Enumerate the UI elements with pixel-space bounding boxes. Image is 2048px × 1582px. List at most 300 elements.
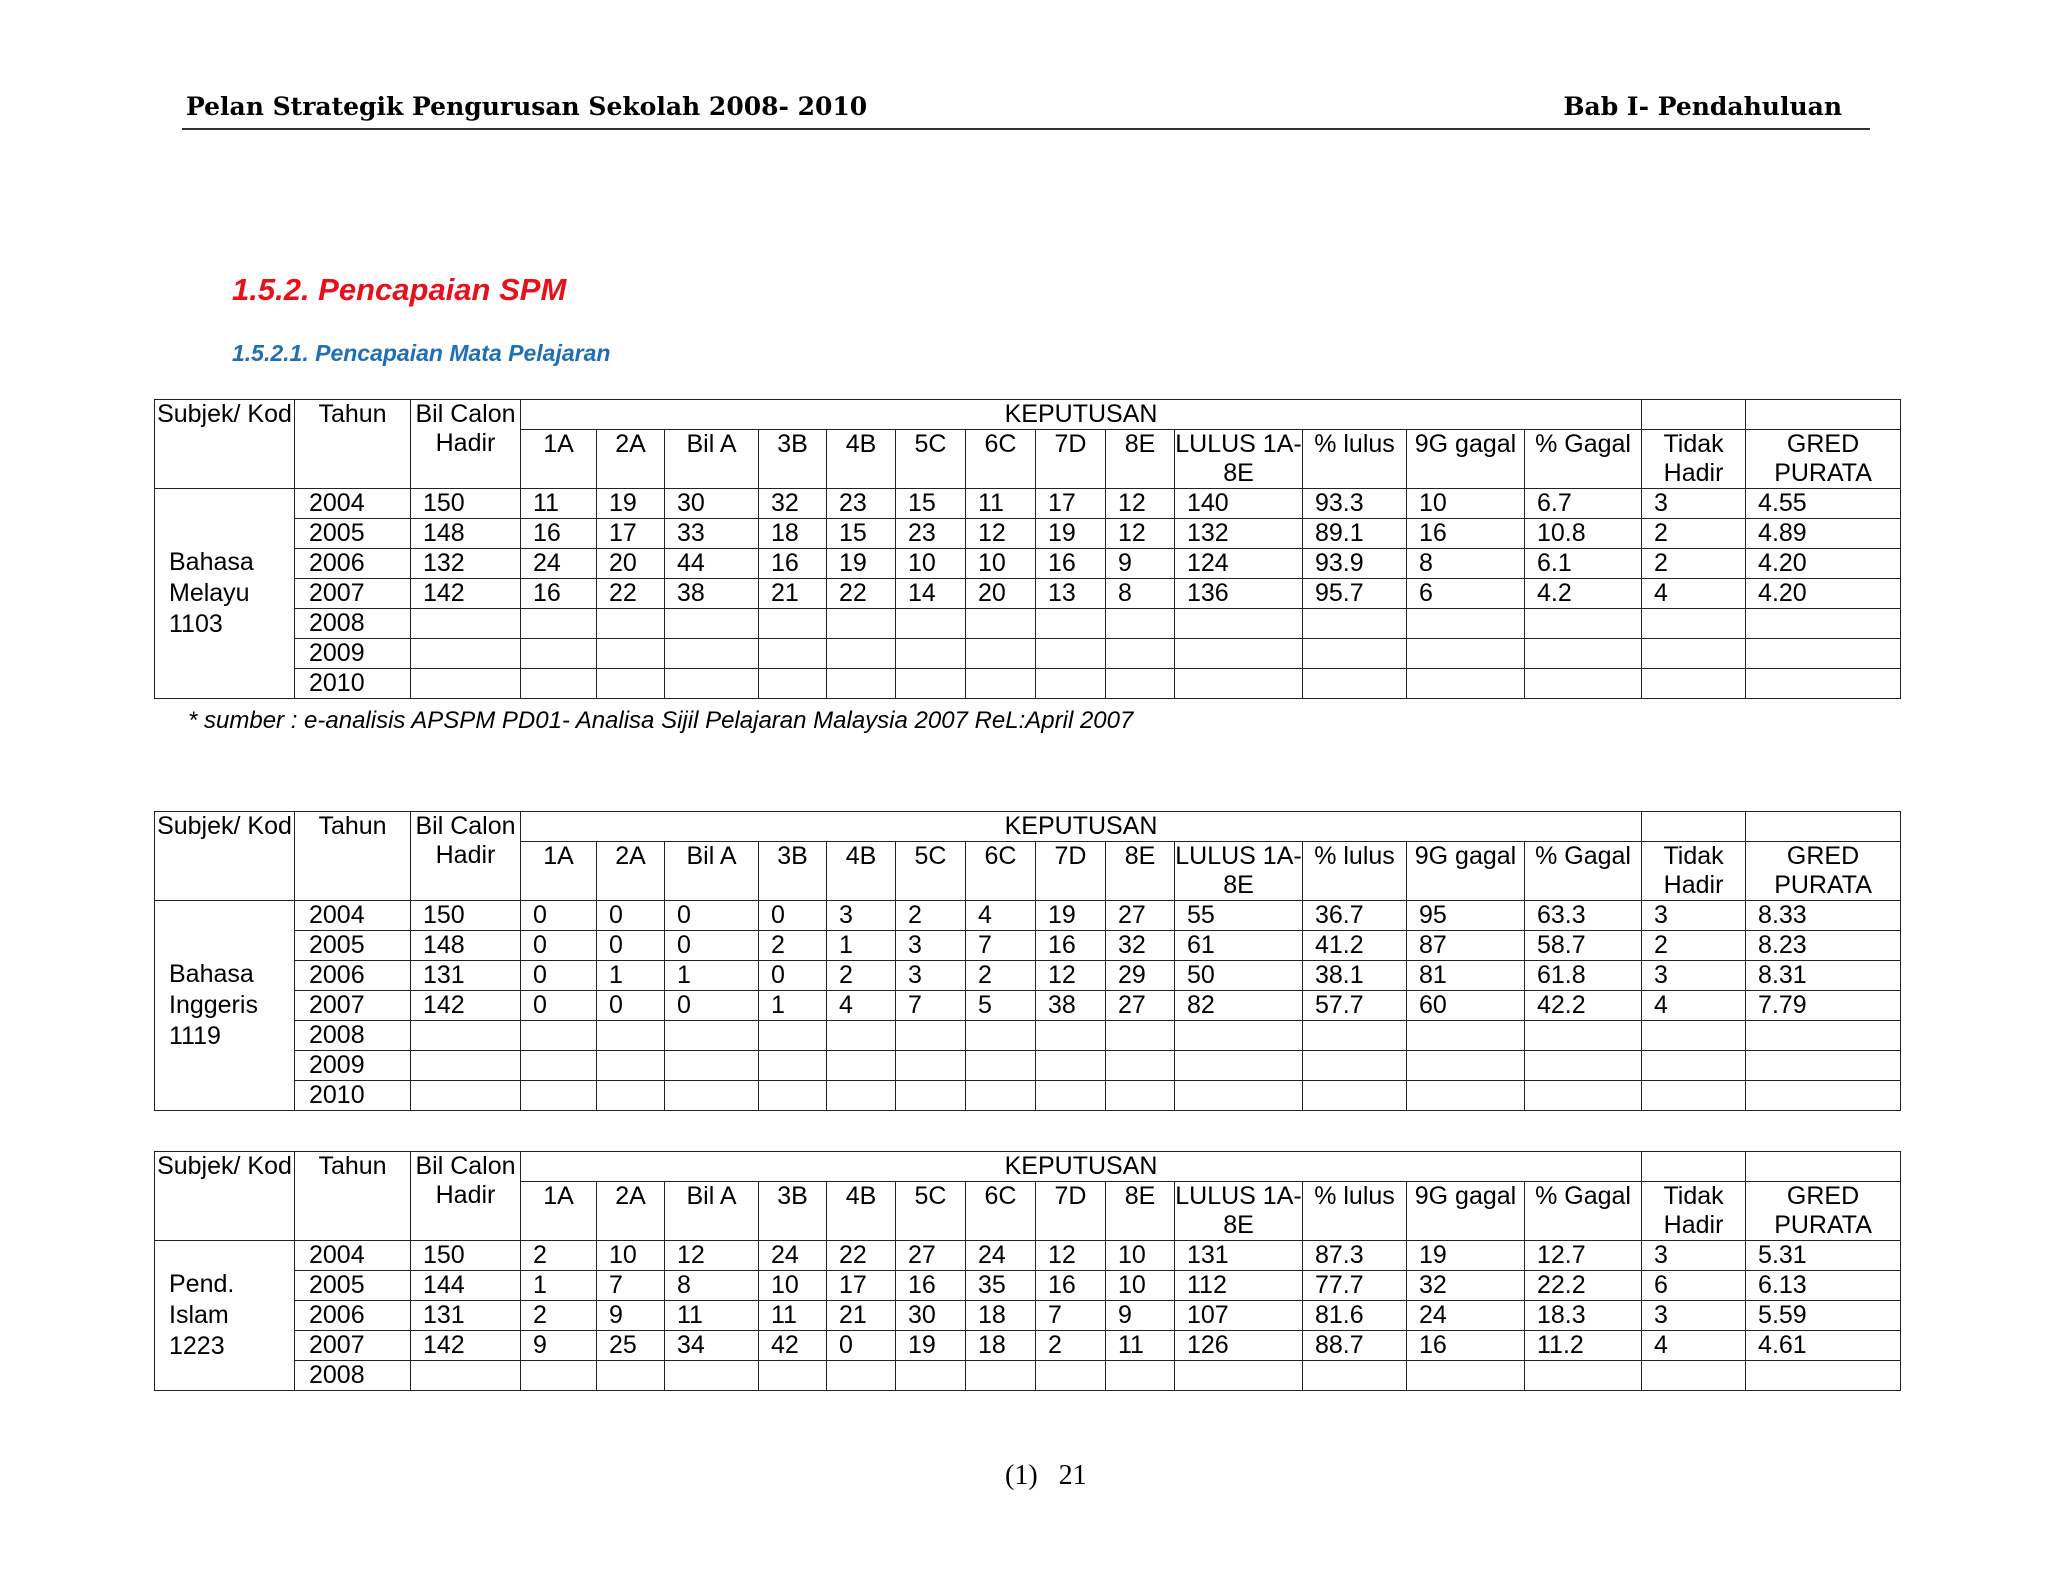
subject-label: Bahasa Melayu 1103 xyxy=(155,489,295,699)
header-grade: Tidak Hadir xyxy=(1642,1182,1746,1241)
table-cell: 30 xyxy=(896,1301,966,1331)
table-cell xyxy=(1642,609,1746,639)
header-grade: 3B xyxy=(759,430,827,489)
table-cell xyxy=(597,1021,665,1051)
year-cell: 2007 xyxy=(295,991,411,1021)
table-cell: 1 xyxy=(827,931,896,961)
table-cell: 17 xyxy=(597,519,665,549)
table-cell: 142 xyxy=(411,1331,521,1361)
table-cell xyxy=(521,639,597,669)
table-cell: 4.55 xyxy=(1746,489,1901,519)
table-cell xyxy=(827,639,896,669)
table-cell: 0 xyxy=(597,901,665,931)
header-grade: 7D xyxy=(1036,430,1106,489)
table-cell: 2 xyxy=(966,961,1036,991)
table-cell: 0 xyxy=(665,901,759,931)
table-cell: 9 xyxy=(521,1331,597,1361)
table-cell: 0 xyxy=(521,931,597,961)
table-cell xyxy=(827,1081,896,1111)
table-cell: 30 xyxy=(665,489,759,519)
table-cell: 11 xyxy=(759,1301,827,1331)
table-cell: 35 xyxy=(966,1271,1036,1301)
table-cell: 150 xyxy=(411,489,521,519)
table-cell xyxy=(1746,1051,1901,1081)
table-cell xyxy=(966,1021,1036,1051)
header-keputusan: KEPUTUSAN xyxy=(521,1152,1642,1182)
year-cell: 2007 xyxy=(295,1331,411,1361)
year-cell: 2010 xyxy=(295,1081,411,1111)
table-cell: 18.3 xyxy=(1525,1301,1642,1331)
table-cell: 24 xyxy=(759,1241,827,1271)
table-cell: 2 xyxy=(759,931,827,961)
table-cell: 38.1 xyxy=(1303,961,1407,991)
table-cell: 38 xyxy=(1036,991,1106,1021)
table-cell: 19 xyxy=(1407,1241,1525,1271)
table-cell: 81 xyxy=(1407,961,1525,991)
table-cell: 6.7 xyxy=(1525,489,1642,519)
table-cell: 20 xyxy=(966,579,1036,609)
header-blank xyxy=(1746,400,1901,430)
table-cell: 13 xyxy=(1036,579,1106,609)
table-cell: 2 xyxy=(521,1301,597,1331)
table-cell: 6 xyxy=(1642,1271,1746,1301)
table-cell: 8 xyxy=(1407,549,1525,579)
header-grade: % Gagal xyxy=(1525,1182,1642,1241)
table-cell: 3 xyxy=(1642,1241,1746,1271)
table-cell xyxy=(1175,1051,1303,1081)
table-cell: 22 xyxy=(827,579,896,609)
table-cell: 18 xyxy=(966,1331,1036,1361)
table-cell: 2 xyxy=(1642,549,1746,579)
table-cell xyxy=(1036,639,1106,669)
table-cell xyxy=(1303,639,1407,669)
table-cell xyxy=(896,1021,966,1051)
table-row xyxy=(155,1331,1901,1361)
header-grade: % Gagal xyxy=(1525,842,1642,901)
header-grade: 1A xyxy=(521,1182,597,1241)
header-grade: % lulus xyxy=(1303,842,1407,901)
table-cell xyxy=(665,1081,759,1111)
table-cell xyxy=(1175,1081,1303,1111)
table-cell: 5.59 xyxy=(1746,1301,1901,1331)
table-cell xyxy=(1525,669,1642,699)
table-cell: 12 xyxy=(665,1241,759,1271)
table-cell xyxy=(665,1021,759,1051)
table-row xyxy=(155,901,1901,931)
table-cell: 16 xyxy=(896,1271,966,1301)
table-cell: 24 xyxy=(966,1241,1036,1271)
header-tahun: Tahun xyxy=(295,812,411,901)
table-row xyxy=(155,579,1901,609)
table-cell: 3 xyxy=(827,901,896,931)
header-chapter: Bab I- Pendahuluan xyxy=(1563,92,1842,121)
table-cell: 38 xyxy=(665,579,759,609)
table-cell: 63.3 xyxy=(1525,901,1642,931)
year-cell: 2005 xyxy=(295,519,411,549)
header-grade: 2A xyxy=(597,842,665,901)
table-cell: 12 xyxy=(966,519,1036,549)
table-cell: 4.89 xyxy=(1746,519,1901,549)
header-keputusan: KEPUTUSAN xyxy=(521,812,1642,842)
year-cell: 2009 xyxy=(295,639,411,669)
header-subjek: Subjek/ Kod xyxy=(155,812,295,901)
table-row xyxy=(155,961,1901,991)
table-cell xyxy=(1525,1081,1642,1111)
table-cell xyxy=(1525,1361,1642,1391)
table-cell: 10 xyxy=(966,549,1036,579)
header-grade: 5C xyxy=(896,842,966,901)
table-cell: 5.31 xyxy=(1746,1241,1901,1271)
table-cell: 29 xyxy=(1106,961,1175,991)
table-cell xyxy=(1106,639,1175,669)
table-cell: 11 xyxy=(966,489,1036,519)
table-cell xyxy=(827,1051,896,1081)
table-cell: 144 xyxy=(411,1271,521,1301)
table-cell: 10 xyxy=(1407,489,1525,519)
header-grade: LULUS 1A-8E xyxy=(1175,842,1302,899)
table-cell xyxy=(521,1021,597,1051)
header-grade: 6C xyxy=(966,842,1036,901)
header-title: Pelan Strategik Pengurusan Sekolah 2008- 2010 xyxy=(186,92,868,121)
table-cell xyxy=(597,639,665,669)
table-cell: 16 xyxy=(1036,931,1106,961)
table-cell: 19 xyxy=(827,549,896,579)
table-cell xyxy=(665,639,759,669)
table-cell: 95 xyxy=(1407,901,1525,931)
table-cell xyxy=(1106,1081,1175,1111)
table-cell: 93.9 xyxy=(1303,549,1407,579)
table-cell xyxy=(1303,669,1407,699)
table-cell: 10 xyxy=(597,1241,665,1271)
year-cell: 2009 xyxy=(295,1051,411,1081)
table-cell xyxy=(1303,609,1407,639)
table-cell: 5 xyxy=(966,991,1036,1021)
header-grade: % Gagal xyxy=(1525,430,1642,489)
source-note: * sumber : e-analisis APSPM PD01- Analisa Sijil Pelajaran Malaysia 2007 ReL:April 2007 xyxy=(188,707,1134,734)
table-cell: 2 xyxy=(1036,1331,1106,1361)
table-cell: 10 xyxy=(1106,1241,1175,1271)
header-grade: Bil A xyxy=(665,1182,759,1241)
year-cell: 2006 xyxy=(295,961,411,991)
table-cell: 36.7 xyxy=(1303,901,1407,931)
table-cell: 50 xyxy=(1175,961,1303,991)
table-cell: 150 xyxy=(411,901,521,931)
header-grade: LULUS 1A-8E xyxy=(1175,1182,1302,1239)
header-grade: 2A xyxy=(597,1182,665,1241)
table-cell: 4.20 xyxy=(1746,549,1901,579)
header-grade: 9G gagal xyxy=(1407,430,1525,489)
table-cell: 11 xyxy=(521,489,597,519)
table-cell: 19 xyxy=(1036,901,1106,931)
table-cell xyxy=(966,1361,1036,1391)
table-cell: 23 xyxy=(896,519,966,549)
table-cell: 57.7 xyxy=(1303,991,1407,1021)
table-row xyxy=(155,1241,1901,1271)
table-cell: 142 xyxy=(411,579,521,609)
header-blank xyxy=(1642,812,1746,842)
header-grade: LULUS 1A-8E xyxy=(1175,430,1302,487)
table-cell xyxy=(1175,1021,1303,1051)
table-cell xyxy=(966,1051,1036,1081)
table-cell: 8.33 xyxy=(1746,901,1901,931)
table-cell xyxy=(1407,639,1525,669)
table-row xyxy=(155,639,1901,669)
table-cell: 9 xyxy=(1106,1301,1175,1331)
table-cell xyxy=(1106,1361,1175,1391)
table-cell xyxy=(597,609,665,639)
results-table-pend-islam xyxy=(154,1151,1901,1391)
table-cell: 4.20 xyxy=(1746,579,1901,609)
header-grade: 2A xyxy=(597,430,665,489)
table-cell xyxy=(597,1361,665,1391)
header-grade: 4B xyxy=(827,842,896,901)
header-grade: 3B xyxy=(759,842,827,901)
table-cell: 4 xyxy=(827,991,896,1021)
table-cell: 112 xyxy=(1175,1271,1303,1301)
table-cell: 89.1 xyxy=(1303,519,1407,549)
header-tahun: Tahun xyxy=(295,1152,411,1241)
table-cell xyxy=(1106,669,1175,699)
table-cell: 4 xyxy=(1642,1331,1746,1361)
table-cell: 24 xyxy=(521,549,597,579)
header-subjek: Subjek/ Kod xyxy=(155,1152,295,1241)
table-cell xyxy=(896,669,966,699)
table-cell: 3 xyxy=(896,931,966,961)
table-cell xyxy=(966,1081,1036,1111)
table-cell: 10 xyxy=(759,1271,827,1301)
table-cell: 3 xyxy=(896,961,966,991)
table-cell xyxy=(521,669,597,699)
table-cell xyxy=(1525,1021,1642,1051)
table-cell xyxy=(1303,1081,1407,1111)
table-cell: 44 xyxy=(665,549,759,579)
table-cell: 6.1 xyxy=(1525,549,1642,579)
table-cell xyxy=(966,669,1036,699)
table-cell xyxy=(759,639,827,669)
header-grade: % lulus xyxy=(1303,430,1407,489)
table-cell xyxy=(759,1051,827,1081)
table-cell xyxy=(1642,1081,1746,1111)
table-cell xyxy=(1036,669,1106,699)
table-cell: 16 xyxy=(521,519,597,549)
table-cell xyxy=(1407,609,1525,639)
table-cell xyxy=(827,669,896,699)
table-cell: 12 xyxy=(1106,519,1175,549)
table-cell xyxy=(1036,609,1106,639)
table-cell xyxy=(1036,1081,1106,1111)
table-cell: 16 xyxy=(759,549,827,579)
table-cell xyxy=(665,1051,759,1081)
header-blank xyxy=(1746,812,1901,842)
subject-label: Bahasa Inggeris 1119 xyxy=(155,901,295,1111)
header-grade: 9G gagal xyxy=(1407,842,1525,901)
table-cell xyxy=(1175,1361,1303,1391)
table-cell xyxy=(665,1361,759,1391)
table-cell: 7 xyxy=(1036,1301,1106,1331)
table-cell: 93.3 xyxy=(1303,489,1407,519)
table-cell: 16 xyxy=(1407,519,1525,549)
table-cell xyxy=(896,1051,966,1081)
table-cell xyxy=(411,1081,521,1111)
results-table-bahasa-melayu xyxy=(154,399,1901,699)
table-cell: 18 xyxy=(759,519,827,549)
header-grade: Bil A xyxy=(665,430,759,489)
table-cell: 11.2 xyxy=(1525,1331,1642,1361)
table-cell xyxy=(1407,669,1525,699)
table-cell: 4 xyxy=(1642,579,1746,609)
table-cell: 148 xyxy=(411,931,521,961)
table-cell: 4 xyxy=(1642,991,1746,1021)
table-cell xyxy=(1036,1021,1106,1051)
table-cell: 7 xyxy=(896,991,966,1021)
header-bil-calon: Bil Calon Hadir xyxy=(411,400,521,489)
header-blank xyxy=(1746,1152,1901,1182)
table-cell xyxy=(597,1051,665,1081)
table-cell: 126 xyxy=(1175,1331,1303,1361)
table-cell xyxy=(1407,1081,1525,1111)
table-cell: 0 xyxy=(521,961,597,991)
table-cell: 15 xyxy=(896,489,966,519)
table-cell xyxy=(665,609,759,639)
table-cell: 24 xyxy=(1407,1301,1525,1331)
table-cell: 3 xyxy=(1642,1301,1746,1331)
table-cell xyxy=(411,1021,521,1051)
header-grade: 4B xyxy=(827,1182,896,1241)
table-cell: 3 xyxy=(1642,489,1746,519)
table-cell: 131 xyxy=(411,1301,521,1331)
table-cell: 19 xyxy=(597,489,665,519)
table-cell: 16 xyxy=(1407,1331,1525,1361)
table-cell: 2 xyxy=(521,1241,597,1271)
table-cell: 12 xyxy=(1036,961,1106,991)
table-cell xyxy=(1525,639,1642,669)
table-cell: 0 xyxy=(665,931,759,961)
table-cell: 1 xyxy=(665,961,759,991)
table-cell: 14 xyxy=(896,579,966,609)
table-cell: 42.2 xyxy=(1525,991,1642,1021)
table-cell xyxy=(759,669,827,699)
table-cell xyxy=(1642,669,1746,699)
section-heading: 1.5.2. Pencapaian SPM xyxy=(232,272,567,307)
table-cell xyxy=(1303,1361,1407,1391)
table-cell xyxy=(1746,609,1901,639)
table-cell xyxy=(1642,1051,1746,1081)
table-cell: 32 xyxy=(1106,931,1175,961)
table-cell xyxy=(896,1081,966,1111)
table-row xyxy=(155,1081,1901,1111)
header-blank xyxy=(1642,1152,1746,1182)
table-cell xyxy=(1106,1021,1175,1051)
table-cell xyxy=(759,1081,827,1111)
table-cell: 17 xyxy=(1036,489,1106,519)
table-cell: 0 xyxy=(759,901,827,931)
table-cell: 6 xyxy=(1407,579,1525,609)
table-cell: 20 xyxy=(597,549,665,579)
page-number: (1) 21 xyxy=(1005,1460,1087,1491)
table-cell xyxy=(1106,609,1175,639)
year-cell: 2004 xyxy=(295,1241,411,1271)
table-cell xyxy=(896,1361,966,1391)
year-cell: 2007 xyxy=(295,579,411,609)
table-cell xyxy=(1746,669,1901,699)
year-cell: 2008 xyxy=(295,1361,411,1391)
year-cell: 2006 xyxy=(295,549,411,579)
header-grade: 5C xyxy=(896,430,966,489)
table-cell: 87 xyxy=(1407,931,1525,961)
table-row xyxy=(155,669,1901,699)
header-grade: 4B xyxy=(827,430,896,489)
table-cell: 18 xyxy=(966,1301,1036,1331)
results-table-bahasa-inggeris xyxy=(154,811,1901,1111)
table-cell xyxy=(1036,1051,1106,1081)
table-cell: 132 xyxy=(411,549,521,579)
table-cell: 8.31 xyxy=(1746,961,1901,991)
table-cell xyxy=(411,669,521,699)
table-cell: 10 xyxy=(1106,1271,1175,1301)
table-row xyxy=(155,1051,1901,1081)
table-cell: 25 xyxy=(597,1331,665,1361)
header-grade: 6C xyxy=(966,1182,1036,1241)
table-cell xyxy=(1525,609,1642,639)
table-cell xyxy=(1746,1361,1901,1391)
header-blank xyxy=(1642,400,1746,430)
table-cell: 0 xyxy=(597,991,665,1021)
header-grade: % lulus xyxy=(1303,1182,1407,1241)
header-grade: GRED PURATA xyxy=(1746,430,1901,489)
table-cell: 12 xyxy=(1106,489,1175,519)
table-cell xyxy=(1407,1021,1525,1051)
table-cell: 12 xyxy=(1036,1241,1106,1271)
year-cell: 2004 xyxy=(295,489,411,519)
header-grade: 7D xyxy=(1036,842,1106,901)
table-cell xyxy=(521,1361,597,1391)
table-cell: 107 xyxy=(1175,1301,1303,1331)
table-cell xyxy=(597,1081,665,1111)
table-cell: 7 xyxy=(597,1271,665,1301)
table-cell xyxy=(411,639,521,669)
table-cell: 22 xyxy=(597,579,665,609)
table-cell xyxy=(665,669,759,699)
header-grade: 6C xyxy=(966,430,1036,489)
table-cell: 58.7 xyxy=(1525,931,1642,961)
header-bil-calon: Bil Calon Hadir xyxy=(411,812,521,901)
table-cell: 12.7 xyxy=(1525,1241,1642,1271)
table-cell xyxy=(521,1051,597,1081)
table-cell: 0 xyxy=(597,931,665,961)
table-cell: 87.3 xyxy=(1303,1241,1407,1271)
header-grade: Tidak Hadir xyxy=(1642,842,1746,901)
table-cell: 16 xyxy=(1036,549,1106,579)
table-cell: 11 xyxy=(1106,1331,1175,1361)
table-cell xyxy=(411,1361,521,1391)
table-cell: 95.7 xyxy=(1303,579,1407,609)
table-cell: 32 xyxy=(759,489,827,519)
table-cell xyxy=(827,1021,896,1051)
table-row xyxy=(155,1271,1901,1301)
header-grade: 7D xyxy=(1036,1182,1106,1241)
table-row xyxy=(155,1021,1901,1051)
table-cell: 136 xyxy=(1175,579,1303,609)
table-cell: 42 xyxy=(759,1331,827,1361)
table-cell: 131 xyxy=(1175,1241,1303,1271)
table-cell xyxy=(521,609,597,639)
table-row xyxy=(155,931,1901,961)
table-row xyxy=(155,549,1901,579)
table-cell: 8.23 xyxy=(1746,931,1901,961)
table-cell: 3 xyxy=(1642,961,1746,991)
table-cell xyxy=(1175,609,1303,639)
table-cell: 61 xyxy=(1175,931,1303,961)
